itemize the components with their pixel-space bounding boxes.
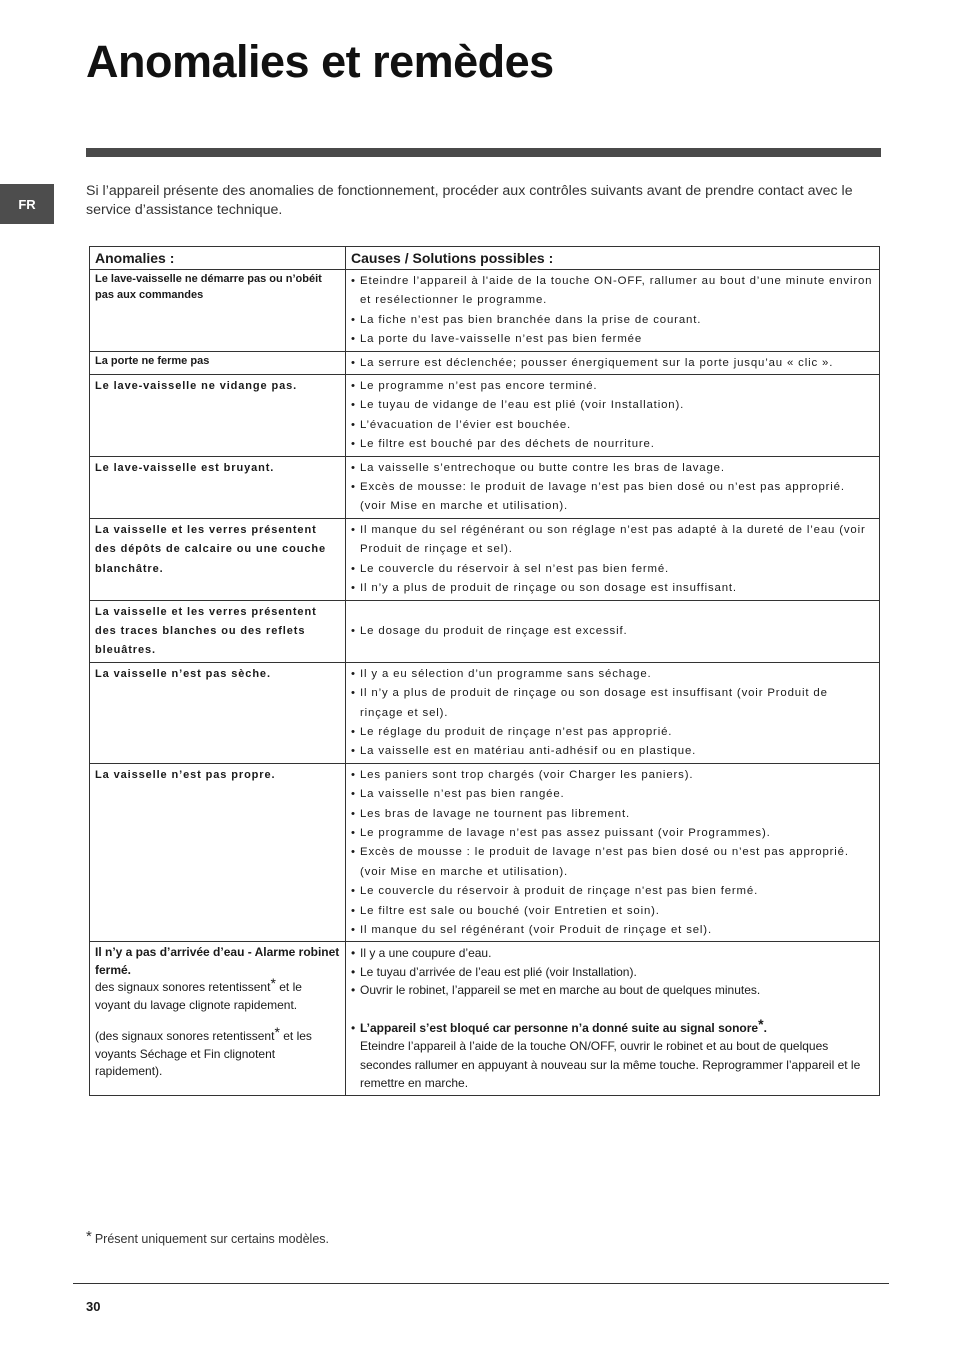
cause-item: • Il y a eu sélection d’un programme sans séchage. [351, 665, 874, 684]
table-row [90, 942, 880, 1096]
intro-text: Si l’appareil présente des anomalies de fonctionnement, procéder aux contrôles suivants avant de prendre contact avec le service d’assistance technique. [86, 183, 853, 218]
causes-cell [346, 518, 880, 600]
troubleshooting-table [89, 246, 880, 1096]
footnote-asterisk: * [86, 1228, 92, 1245]
table-row [90, 375, 880, 457]
cause-item: • L’évacuation de l’évier est bouchée. [351, 416, 874, 435]
cause-item: • La vaisselle n’est pas bien rangée. [351, 785, 874, 804]
cause-item: • Il n’y a plus de produit de rinçage ou son dosage est insuffisant (voir Produit de rinçage et sel). [351, 684, 874, 723]
footnote-text: Présent uniquement sur certains modèles. [94, 1232, 329, 1246]
cause-item: • Excès de mousse : le produit de lavage n’est pas bien dosé ou n’est pas approprié. (voir Mise en marche et utilisation). [351, 843, 874, 882]
blocked-instructions: Eteindre l’appareil à l’aide de la touche ON/OFF, ouvrir le robinet et au bout de quelques secondes rallumer en appuyant à nouveau sur la même touche. Reprogrammer l’appareil et le remettre en marche. [360, 1039, 861, 1091]
table-row [90, 456, 880, 518]
causes-cell [346, 942, 880, 1096]
anomaly-cell: La vaisselle n’est pas propre. [90, 763, 346, 942]
anomaly-cell: Le lave-vaisselle est bruyant. [90, 456, 346, 518]
table-row [90, 518, 880, 600]
anomaly-title: Il n’y a pas d’arrivée d’eau - Alarme robinet fermé. [95, 945, 340, 977]
cause-item: • Le couvercle du réservoir à produit de rinçage n'est pas bien fermé. [351, 882, 874, 901]
asterisk-mark: * [270, 975, 276, 992]
cause-item: • Il y a une coupure d’eau. [351, 944, 874, 963]
cause-item: • Le couvercle du réservoir à sel n’est pas bien fermé. [351, 560, 874, 579]
cause-item: • Le dosage du produit de rinçage est excessif. [351, 622, 874, 641]
anomaly-cell: La vaisselle et les verres présentent des dépôts de calcaire ou une couche blanchâtre. [90, 518, 346, 600]
title-divider [86, 148, 881, 157]
language-tab: FR [0, 184, 54, 224]
anomaly-cell: La porte ne ferme pas [90, 351, 346, 374]
causes-cell [346, 600, 880, 662]
anomaly-cell [90, 942, 346, 1096]
anomaly-description: des signaux sonores retentissent* et le voyant du lavage clignote rapidement. [95, 975, 302, 1012]
cause-item: • Le filtre est sale ou bouché (voir Entretien et soin). [351, 902, 874, 921]
header-causes: Causes / Solutions possibles : [346, 247, 880, 270]
asterisk-mark: * [758, 1015, 764, 1032]
cause-item: • Eteindre l’appareil à l'aide de la touche ON-OFF, rallumer au bout d’une minute environ et resélectionner le programme. [351, 272, 874, 311]
causes-cell [346, 270, 880, 352]
anomaly-description-alt: (des signaux sonores retentissent* et les voyants Séchage et Fin clignotent rapidement). [95, 1024, 312, 1079]
table-row [90, 270, 880, 352]
causes-cell [346, 375, 880, 457]
page-title: Anomalies et remèdes [86, 36, 554, 87]
header-anomalies: Anomalies : [90, 247, 346, 270]
cause-item: • Le programme n’est pas encore terminé. [351, 377, 874, 396]
table-row [90, 351, 880, 374]
anomaly-cell: Le lave-vaisselle ne vidange pas. [90, 375, 346, 457]
cause-item: • La vaisselle est en matériau anti-adhésif ou en plastique. [351, 742, 874, 761]
cause-item-blocked: • L’appareil s’est bloqué car personne n’a donné suite au signal sonore*. Eteindre l’appareil à l’aide de la touche ON/OFF, ouvrir le robinet et au bout de quelques secondes rallumer en appuyant à nouveau sur la même touche. Reprogrammer l’appareil et le remettre en marche. [351, 1019, 874, 1093]
cause-item: • La serrure est déclenchée; pousser énergiquement sur la porte jusqu’au « clic ». [351, 354, 874, 373]
cause-item: • Les paniers sont trop chargés (voir Charger les paniers). [351, 766, 874, 785]
cause-item: • La fiche n’est pas bien branchée dans la prise de courant. [351, 311, 874, 330]
causes-cell [346, 351, 880, 374]
anomaly-cell: Le lave-vaisselle ne démarre pas ou n’obéit pas aux commandes [90, 270, 346, 352]
anomaly-cell: La vaisselle et les verres présentent des traces blanches ou des reflets bleuâtres. [90, 600, 346, 662]
cause-item: • La vaisselle s’entrechoque ou butte contre les bras de lavage. [351, 459, 874, 478]
cause-item: • Le tuyau de vidange de l’eau est plié (voir Installation). [351, 396, 874, 415]
table-row [90, 600, 880, 662]
cause-item: • Ouvrir le robinet, l’appareil se met en marche au bout de quelques minutes. [351, 981, 874, 1000]
anomaly-cell: La vaisselle n’est pas sèche. [90, 662, 346, 763]
footnote [86, 1228, 329, 1246]
table-row [90, 763, 880, 942]
cause-item: • Le réglage du produit de rinçage n’est pas approprié. [351, 723, 874, 742]
cause-item: • Il n’y a plus de produit de rinçage ou son dosage est insuffisant. [351, 579, 874, 598]
cause-item: • Le programme de lavage n’est pas assez puissant (voir Programmes). [351, 824, 874, 843]
causes-cell [346, 662, 880, 763]
cause-item: • La porte du lave-vaisselle n’est pas bien fermée [351, 330, 874, 349]
cause-item: • Il manque du sel régénérant (voir Produit de rinçage et sel). [351, 921, 874, 940]
cause-item: • Le filtre est bouché par des déchets de nourriture. [351, 435, 874, 454]
cause-item: • Excès de mousse: le produit de lavage n’est pas bien dosé ou n’est pas approprié. (voir Mise en marche et utilisation). [351, 478, 874, 517]
cause-item: • Les bras de lavage ne tournent pas librement. [351, 805, 874, 824]
causes-cell [346, 456, 880, 518]
table-header-row [90, 247, 880, 270]
causes-cell [346, 763, 880, 942]
table-row [90, 662, 880, 763]
cause-item: • Le tuyau d’arrivée de l’eau est plié (voir Installation). [351, 963, 874, 982]
cause-item: • Il manque du sel régénérant ou son réglage n’est pas adapté à la dureté de l’eau (voir Produit de rinçage et sel). [351, 521, 874, 560]
footer-divider [73, 1283, 889, 1284]
page-number: 30 [86, 1299, 101, 1314]
asterisk-mark: * [274, 1024, 280, 1041]
